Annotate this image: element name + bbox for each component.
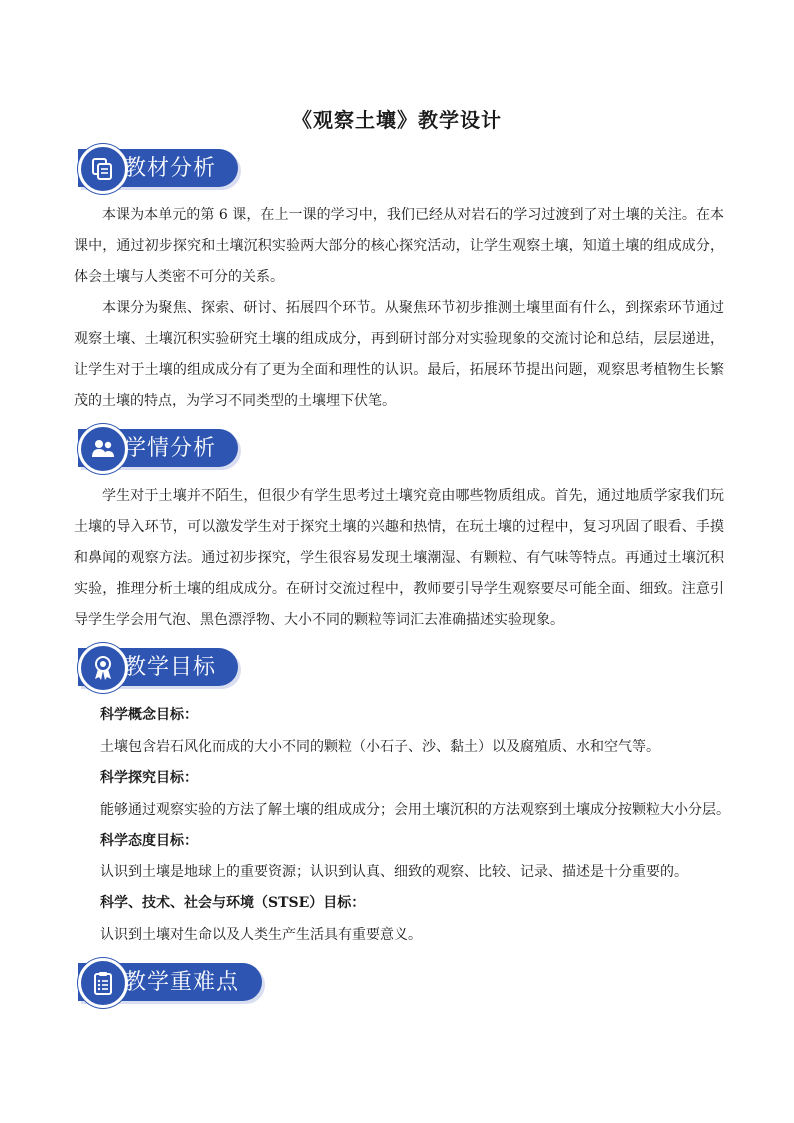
- clipboard-icon: [78, 958, 128, 1008]
- section-header-students: [78, 424, 268, 470]
- document-title: 《观察土壤》教学设计: [292, 108, 502, 132]
- section-title-keypoints: 教学重难点: [124, 970, 240, 995]
- material-paragraph-1: 本课为本单元的第 6 课，在上一课的学习中，我们已经从对岩石的学习过渡到了对土壤的关注。在本课中，通过初步探究和土壤沉积实验两大部分的核心探究活动，让学生观察土壤，知道土壤的组成成分，体会土壤与人类密不可分的关系。: [74, 207, 724, 285]
- section-title-students: 学情分析: [124, 436, 217, 461]
- section-header-keypoints: [78, 958, 268, 1004]
- section-header-material: [78, 144, 268, 190]
- goal-concept-label: 科学概念目标：: [100, 707, 198, 723]
- students-paragraph-1: 学生对于土壤并不陌生，但很少有学生思考过土壤究竟由哪些物质组成。首先，通过地质学家我们玩土壤的导入环节，可以激发学生对于探究土壤的兴趣和热情，在玩土壤的过程中，复习巩固了眼看、手摸和鼻闻的观察方法。通过初步探究，学生很容易发现土壤潮湿、有颗粒、有气味等特点。再通过土壤沉积实验，推理分析土壤的组成成分。在研讨交流过程中，教师要引导学生观察要尽可能全面、细致。注意引导学生学会用气泡、黑色漂浮物、大小不同的颗粒等词汇去准确描述实验现象。: [74, 488, 724, 628]
- section-title-material: 教材分析: [124, 156, 217, 181]
- goal-stse-label: 科学、技术、社会与环境（STSE）目标：: [100, 895, 366, 911]
- section-header-goals: [78, 643, 268, 689]
- goal-inquiry-text: 能够通过观察实验的方法了解土壤的组成成分；会用土壤沉积的方法观察到土壤成分按颗粒大小分层。: [100, 802, 730, 818]
- award-ribbon-icon: [78, 643, 128, 693]
- goal-concept-text: 土壤包含岩石风化而成的大小不同的颗粒（小石子、沙、黏土）以及腐殖质、水和空气等。: [100, 739, 660, 755]
- material-paragraph-2: 本课分为聚焦、探索、研讨、拓展四个环节。从聚焦环节初步推测土壤里面有什么，到探索环节通过观察土壤、土壤沉积实验研究土壤的组成成分，再到研讨部分对实验现象的交流讨论和总结，层层递进，让学生对于土壤的组成成分有了更为全面和理性的认识。最后，拓展环节提出问题，观察思考植物生长繁茂的土壤的特点，为学习不同类型的土壤埋下伏笔。: [74, 300, 724, 409]
- documents-icon: [78, 144, 128, 194]
- goal-stse-text: 认识到土壤对生命以及人类生产生活具有重要意义。: [100, 927, 422, 943]
- goal-attitude-label: 科学态度目标：: [100, 833, 198, 849]
- goal-attitude-text: 认识到土壤是地球上的重要资源；认识到认真、细致的观察、比较、记录、描述是十分重要的。: [100, 864, 688, 880]
- people-icon: [78, 424, 128, 474]
- section-title-goals: 教学目标: [124, 655, 217, 680]
- goal-inquiry-label: 科学探究目标：: [100, 770, 198, 786]
